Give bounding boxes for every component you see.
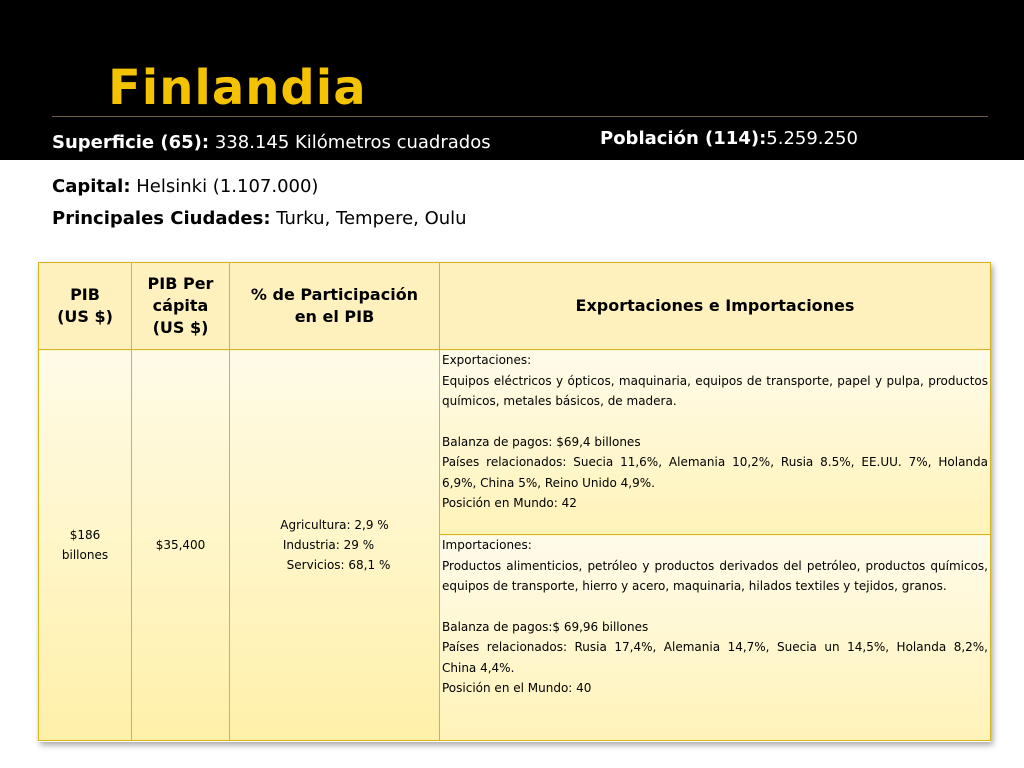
exportaciones-productos: Equipos eléctricos y ópticos, maquinaria, equipos de transporte, papel y pulpa, productos químicos, metales básicos, de madera. xyxy=(442,373,988,408)
exportaciones-balanza: Balanza de pagos: $69,4 billones xyxy=(442,434,641,449)
exportaciones-heading: Exportaciones: xyxy=(442,353,532,367)
title-divider xyxy=(52,116,988,117)
importaciones-balanza: Balanza de pagos:$ 69,96 billones xyxy=(442,619,649,634)
participacion-agricultura: Agricultura: 2,9 % xyxy=(280,518,389,532)
poblacion-label: Población (114): xyxy=(600,128,767,149)
economy-table xyxy=(38,262,991,741)
superficie-value: 338.145 Kilómetros cuadrados xyxy=(209,132,491,153)
spacer xyxy=(442,597,988,617)
header-participacion-line2: en el PIB xyxy=(294,307,375,326)
ciudades-value: Turku, Tempere, Oulu xyxy=(270,208,467,229)
importaciones-paises: Países relacionados: Rusia 17,4%, Alemania 14,7%, Suecia un 14,5%, Holanda 8,2%, China 4,4%. xyxy=(442,640,988,675)
ciudades-label: Principales Ciudades: xyxy=(52,208,271,229)
ciudades-line xyxy=(52,207,467,231)
header-pib xyxy=(39,263,132,350)
table-row xyxy=(39,350,991,535)
cell-participacion xyxy=(230,350,440,741)
cell-importaciones xyxy=(440,535,991,741)
capital-label: Capital: xyxy=(52,176,131,197)
table-header-row xyxy=(39,263,991,350)
header-pib-per-capita-line3: (US $) xyxy=(152,318,209,337)
header-pib-line2: (US $) xyxy=(57,307,113,326)
poblacion-value: 5.259.250 xyxy=(766,128,858,149)
header-pib-line1: PIB xyxy=(70,285,100,304)
header-pib-per-capita xyxy=(132,263,230,350)
importaciones-productos: Productos alimenticios, petróleo y productos derivados del petróleo, productos químicos, equipos de transporte, hierro y acero, maquinaria, hilados textiles y tejidos, granos. xyxy=(442,558,988,593)
capital-line xyxy=(52,175,318,199)
cell-pib-per-capita: $35,400 xyxy=(132,350,230,741)
header-pib-per-capita-line1: PIB Per xyxy=(147,274,214,293)
slide-title: Finlandia xyxy=(108,60,367,116)
cell-exportaciones xyxy=(440,350,991,535)
cell-pib xyxy=(39,350,132,741)
header-pib-per-capita-line2: cápita xyxy=(152,296,209,315)
participacion-servicios: Servicios: 68,1 % xyxy=(286,558,391,572)
superficie-label: Superficie (65): xyxy=(52,132,210,153)
exportaciones-paises: Países relacionados: Suecia 11,6%, Alemania 10,2%, Rusia 8.5%, EE.UU. 7%, Holanda 6,9%, China 5%, Reino Unido 4,9%. xyxy=(442,455,988,490)
header-participacion-line1: % de Participación xyxy=(250,285,419,304)
importaciones-heading: Importaciones: xyxy=(442,538,532,552)
header-band xyxy=(0,0,1024,160)
pib-line1: $186 xyxy=(69,528,101,542)
spacer xyxy=(442,412,988,432)
pib-line2: billones xyxy=(61,548,109,562)
poblacion-line xyxy=(600,127,858,151)
importaciones-posicion: Posición en el Mundo: 40 xyxy=(442,681,592,695)
header-participacion xyxy=(230,263,440,350)
capital-value: Helsinki (1.107.000) xyxy=(130,176,319,197)
superficie-line xyxy=(52,131,491,155)
exportaciones-posicion: Posición en Mundo: 42 xyxy=(442,496,577,510)
participacion-industria: Industria: 29 % xyxy=(282,538,375,552)
header-comercio: Exportaciones e Importaciones xyxy=(440,263,991,350)
